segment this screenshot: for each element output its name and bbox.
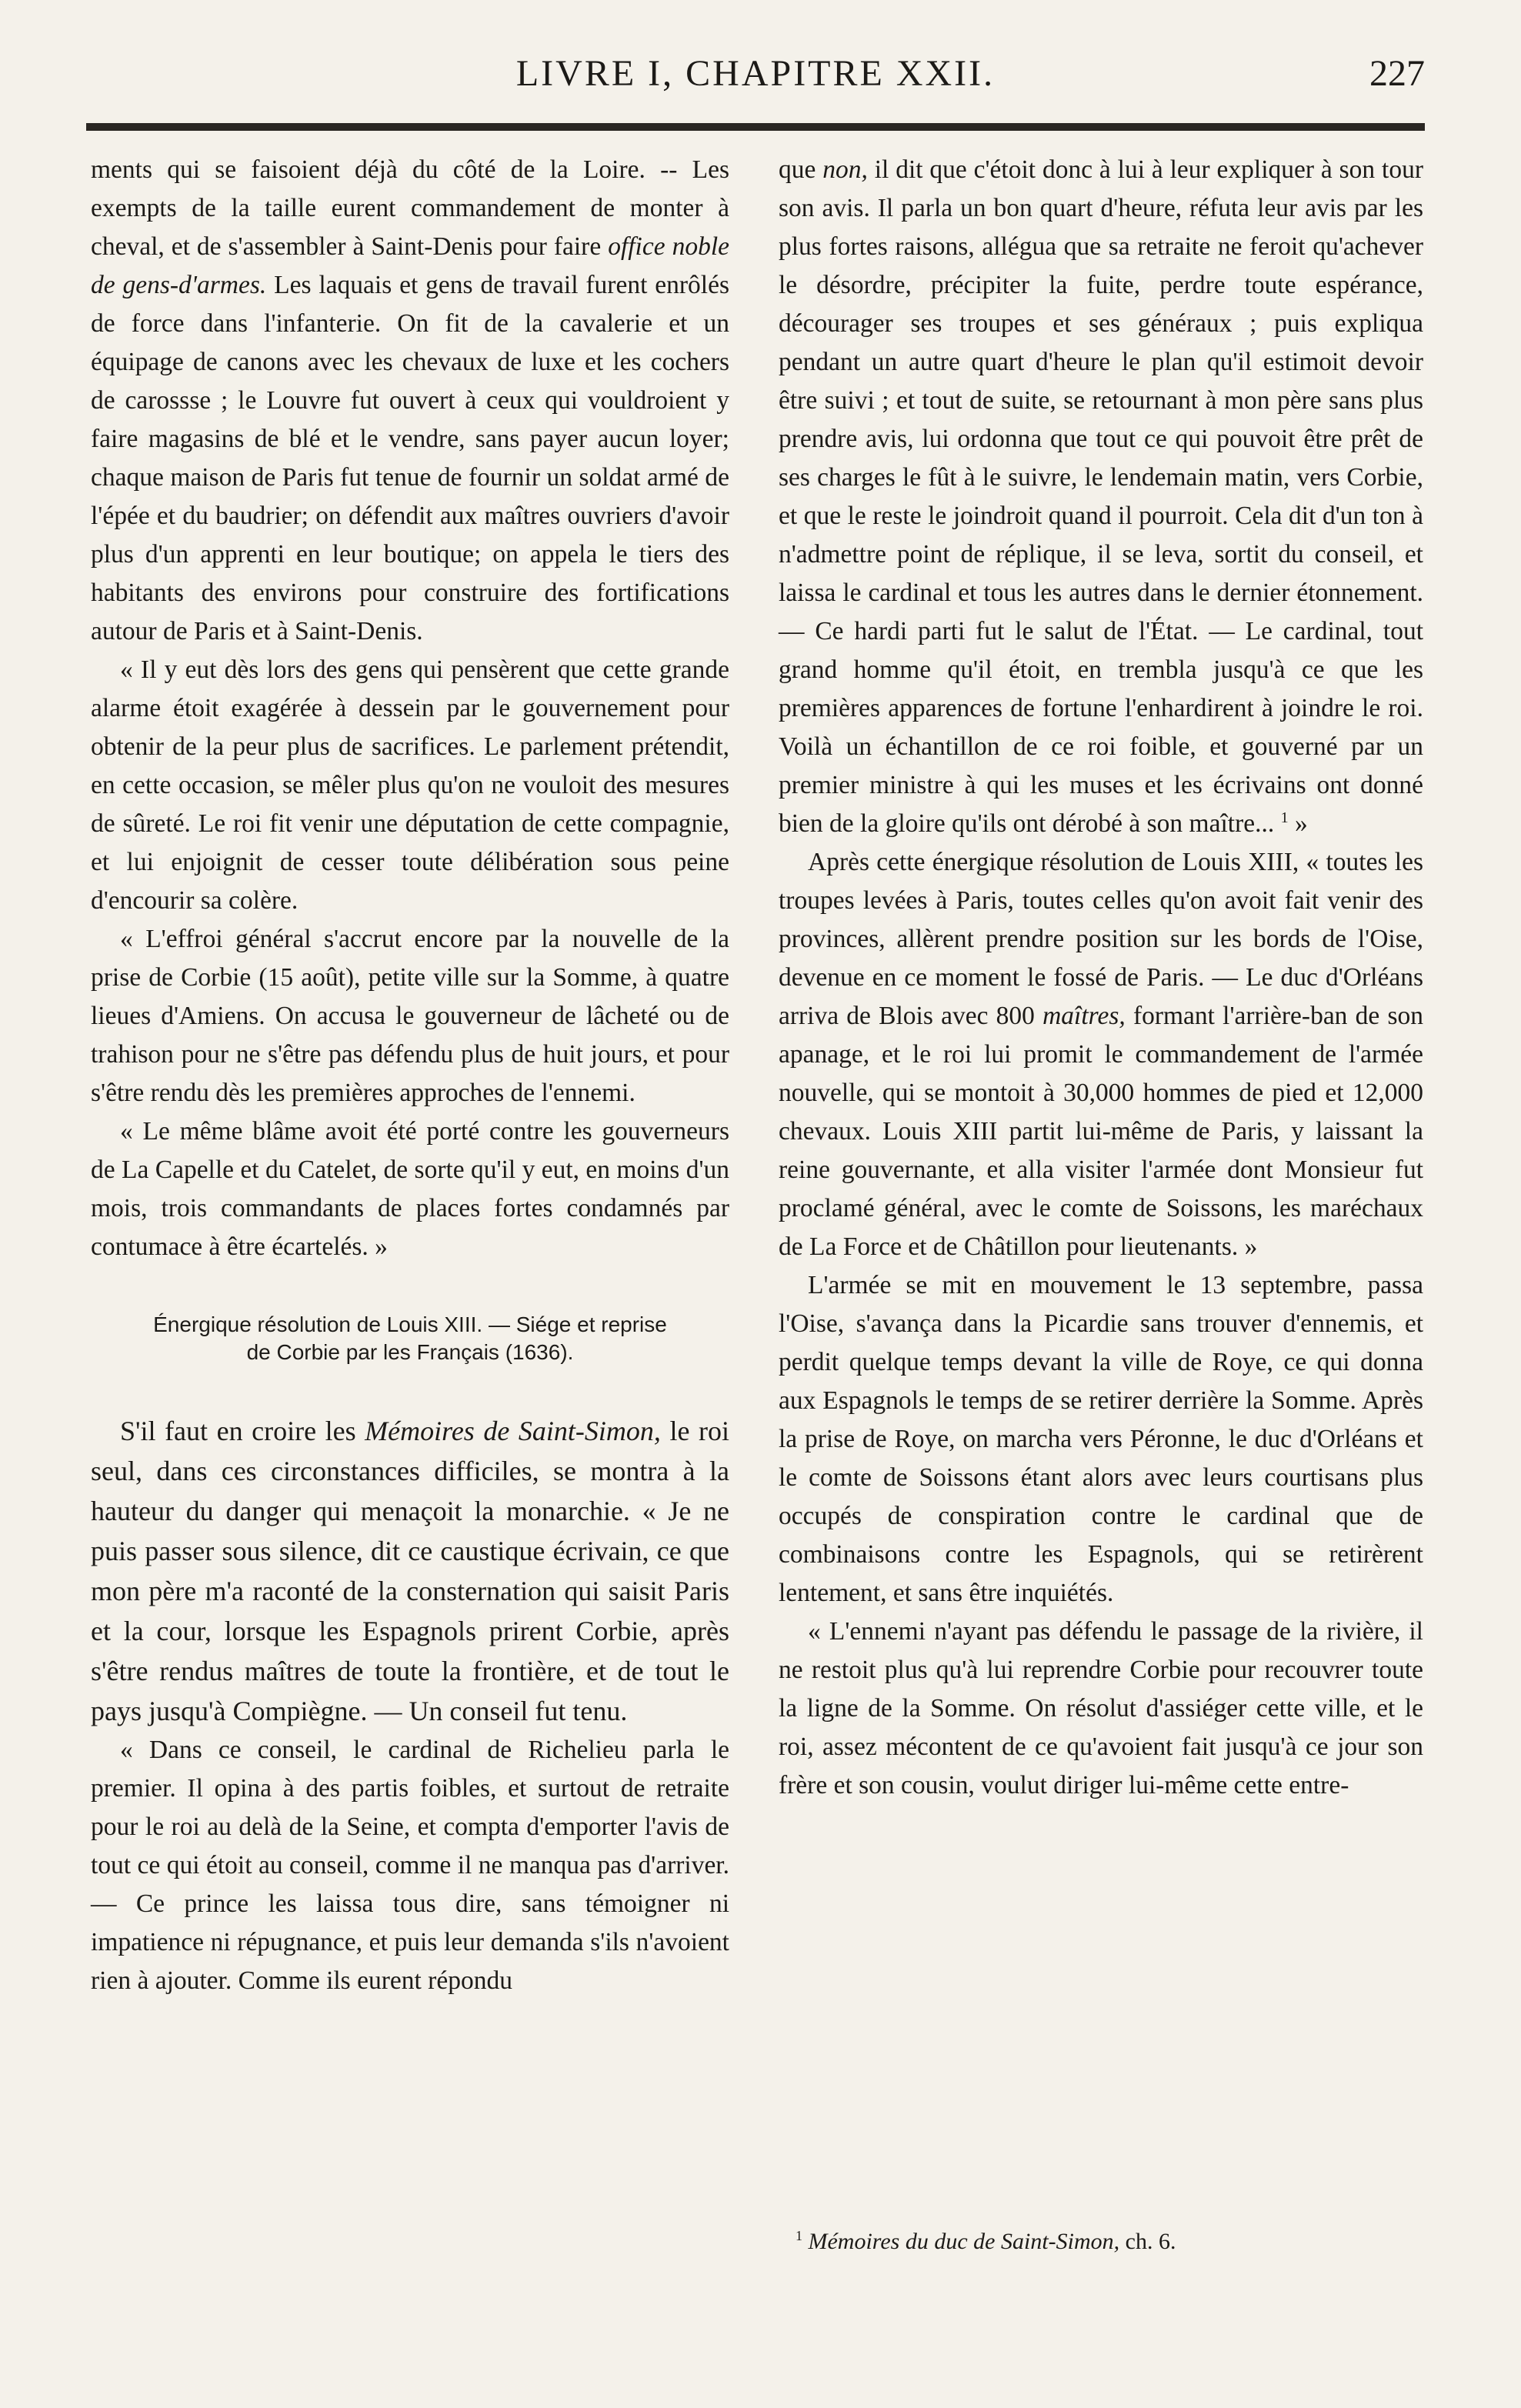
- italic-run: maîtres,: [1042, 1002, 1126, 1030]
- paragraph: « L'ennemi n'ayant pas défendu le passage de la rivière, il ne restoit plus qu'à lui reprendre Corbie pour recouvrer toute la ligne de la Somme. On résolut d'assiéger cette ville, et le roi, assez mécontent de ce qu'avoient fait jusqu'à ce jour son frère et son cousin, voulut diriger lui-même cette entre-: [779, 1617, 1423, 1799]
- caption-line: de Corbie par les Français (1636).: [246, 1340, 574, 1364]
- paragraph: « Il y eut dès lors des gens qui pensèrent que cette grande alarme étoit exagérée à dessein par le gouvernement pour obtenir de la peur plus de sacrifices. Le parlement prétendit, en cette occasion, se mêler plus qu'on ne vouloit des mesures de sûreté. Le roi fit venir une députation de cette compagnie, et lui enjoignit de cesser toute délibération sous peine d'encourir sa colère.: [91, 655, 729, 915]
- page-number: 227: [1369, 53, 1425, 94]
- section-caption: [91, 1311, 729, 1366]
- running-title: LIVRE I, CHAPITRE XXII.: [515, 53, 996, 94]
- italic-run: office noble de gens-d'armes.: [91, 232, 729, 299]
- text-run: que: [779, 155, 823, 184]
- italic-run: Mémoires de Saint-Simon,: [365, 1416, 661, 1446]
- footnote-marker[interactable]: 1: [1280, 809, 1289, 826]
- left-column: [91, 151, 729, 2000]
- text-run: S'il faut en croire les: [120, 1416, 365, 1446]
- text-run: ments qui se faisoient déjà du côté de la Loire. -- Les exempts de la taille eurent commandement de monter à cheval, et de s'assembler à Saint-Denis pour faire: [91, 155, 729, 261]
- page-header: [86, 48, 1425, 109]
- text-run: formant l'arrière-ban de son apanage, et le roi lui promit le commandement de l'armée nouvelle, qui se montoit à 30,000 hommes de pied et 12,000 chevaux. Louis XIII partit lui-même de Paris, y laissant la reine gouvernante, et alla visiter l'armée dont Monsieur fut proclamé général, avec le comte de Soissons, les maréchaux de La Force et de Châtillon pour lieutenants. »: [779, 1002, 1423, 1261]
- footnote-text: ch. 6.: [1119, 2229, 1176, 2254]
- paragraph: « Dans ce conseil, le cardinal de Richelieu parla le premier. Il opina à des partis foibles, et surtout de retraite pour le roi au delà de la Seine, et compta d'emporter l'avis de tout ce qui étoit au conseil, comme il ne manqua pas d'arriver. — Ce prince les laissa tous dire, sans témoigner ni impatience ni répugnance, et puis leur demanda s'ils n'avoient rien à ajouter. Comme ils eurent répondu: [91, 1736, 729, 1995]
- paragraph: [91, 1411, 729, 1731]
- text-run: Les laquais et gens de travail furent enrôlés de force dans l'infanterie. On fit de la cavalerie et un équipage de canons avec les chevaux de luxe et les cochers de carossse ; le Louvre fut ouvert à ceux qui vouldroient y faire magasins de blé et le vendre, sans payer aucun loyer; chaque maison de Paris fut tenue de fournir un soldat armé de l'épée et du baudrier; on défendit aux maîtres ouvriers d'avoir plus d'un apprenti en leur boutique; on appela le tiers des habitants des environs pour construire des fortifications autour de Paris et à Saint-Denis.: [91, 271, 729, 645]
- text-run: Après cette énergique résolution de Louis XIII, « toutes les troupes levées à Paris, toutes celles qu'on avoit fait venir des provinces, allèrent prendre position sur les bords de l'Oise, devenue en ce moment le fossé de Paris. — Le duc d'Orléans arriva de Blois avec 800: [779, 848, 1423, 1030]
- paragraph: « L'effroi général s'accrut encore par la nouvelle de la prise de Corbie (15 août), petite ville sur la Somme, à quatre lieues d'Amiens. On accusa le gouverneur de lâcheté ou de trahison pour ne s'être pas défendu plus de huit jours, et pour s'être rendu dès les premières approches de l'ennemi.: [91, 925, 729, 1107]
- text-run: il dit que c'étoit donc à lui à leur expliquer à son tour son avis. Il parla un bon quart d'heure, réfuta leur avis par les plus fortes raisons, allégua que sa retraite ne feroit qu'achever le désordre, précipiter la fuite, perdre toute espérance, décourager ses troupes et ses généraux ; puis expliqua pendant un autre quart d'heure le plan qu'il estimoit devoir être suivi ; et tout de suite, se retournant à mon père sans plus prendre avis, lui ordonna que tout ce qui pouvoit être prêt de ses charges le fût à le suivre, le lendemain matin, vers Corbie, et que le reste le joindroit quand il pourroit. Cela dit d'un ton à n'admettre point de réplique, il se leva, sortit du conseil, et laissa le cardinal et tous les autres dans le dernier étonnement. — Ce hardi parti fut le salut de l'État. — Le cardinal, tout grand homme qu'il étoit, en trembla jusqu'à ce que les premières apparences de fortune l'enhardirent à joindre le roi. Voilà un échantillon de ce roi foible, et gouverné par un premier ministre à qui les muses et les écrivains ont donné bien de la gloire qu'ils ont dérobé à son maître...: [779, 155, 1423, 838]
- italic-run: non,: [822, 155, 868, 184]
- text-run: le roi seul, dans ces circonstances difficiles, se montra à la hauteur du danger qui menaçoit la monarchie. « Je ne puis passer sous silence, dit ce caustique écrivain, ce que mon père m'a raconté de la consternation qui saisit Paris et la cour, lorsque les Espagnols prirent Corbie, après s'être rendus maîtres de toute la frontière, et de tout le pays jusqu'à Compiègne. — Un conseil fut tenu.: [91, 1416, 729, 1726]
- text-run: »: [1288, 809, 1308, 838]
- paragraph: « Le même blâme avoit été porté contre les gouverneurs de La Capelle et du Catelet, de sorte qu'il y eut, en moins d'un mois, trois commandants de places fortes condamnés par contumace à être écartelés. »: [91, 1117, 729, 1261]
- footnote: [779, 2226, 1423, 2257]
- paragraph: L'armée se mit en mouvement le 13 septembre, passa l'Oise, s'avança dans la Picardie sans trouver d'ennemis, et perdit quelque temps devant la ville de Roye, ce qui donna aux Espagnols le temps de se retirer derrière la Somme. Après la prise de Roye, on marcha vers Péronne, le duc d'Orléans et le comte de Soissons étant alors avec leurs courtisans plus occupés de conspiration contre le cardinal que de combinaisons contre les Espagnols, qui se retirèrent lentement, et sans être inquiétés.: [779, 1271, 1423, 1607]
- paragraph: [779, 843, 1423, 1266]
- header-rule: [86, 123, 1425, 131]
- paragraph: [779, 151, 1423, 843]
- paragraph: [91, 151, 729, 651]
- right-column: [779, 151, 1423, 1805]
- footnote-number: 1: [796, 2228, 802, 2243]
- footnote-italic: Mémoires du duc de Saint-Simon,: [808, 2229, 1120, 2254]
- caption-line: Énergique résolution de Louis XIII. — Siége et reprise: [153, 1312, 667, 1336]
